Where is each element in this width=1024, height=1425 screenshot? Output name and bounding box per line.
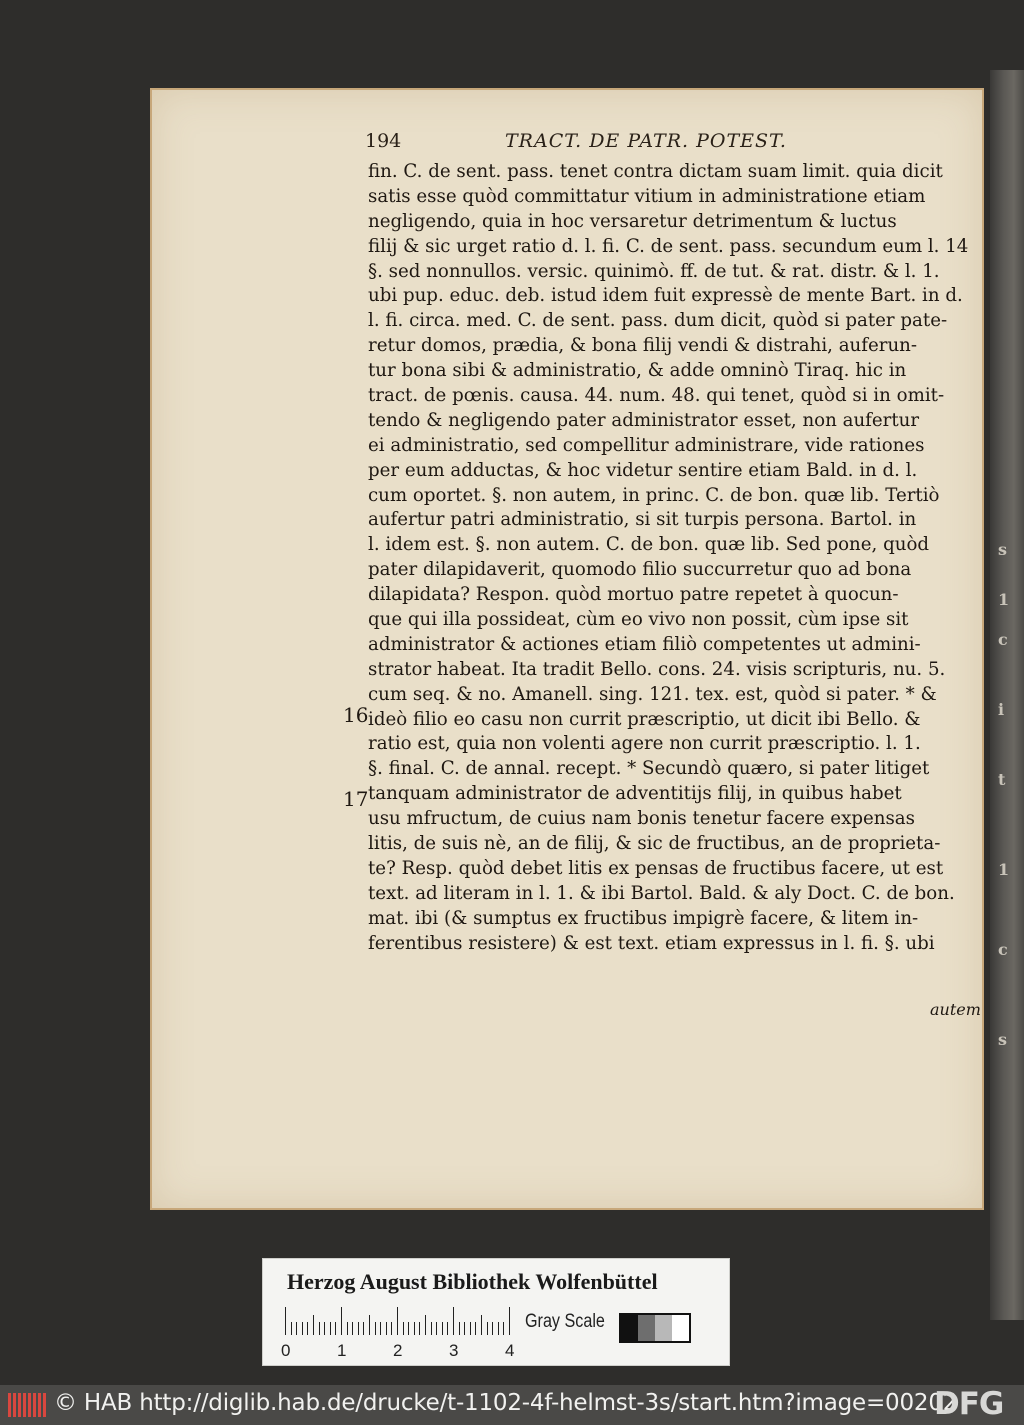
ruler-tick (475, 1322, 476, 1335)
ruler-tick (352, 1322, 353, 1335)
text-line: mat. ibi (& sumptus ex fructibus impigrè facere, & litem in- (368, 907, 919, 929)
ruler-tick (408, 1322, 409, 1335)
library-name: Herzog August Bibliothek Wolfenbüttel (287, 1269, 658, 1294)
ruler-scale (285, 1305, 517, 1335)
margin-note: 16 (343, 703, 369, 727)
margin-note: 17 (343, 787, 369, 811)
text-line: retur domos, prædia, & bona filij vendi & distrahi, auferun- (368, 335, 918, 357)
ruler-tick (285, 1307, 286, 1335)
text-line: administrator & actiones etiam filiò competentes ut admini- (368, 633, 921, 655)
ruler-tick (425, 1315, 426, 1335)
ruler-tick (403, 1322, 404, 1335)
ruler-tick (380, 1322, 381, 1335)
ruler-number: 0 (281, 1341, 291, 1360)
text-line: tract. de pœnis. causa. 44. num. 48. qui tenet, quòd si in omit- (368, 385, 945, 407)
text-line: ideò filio eo casu non currit præscriptio, ut dicit ibi Bello. & (368, 708, 921, 730)
text-line: ubi pup. educ. deb. istud idem fuit expressè de mente Bart. in d. (368, 285, 963, 307)
ruler-tick (324, 1322, 325, 1335)
ruler-numbers (281, 1341, 541, 1363)
ruler-tick (509, 1307, 510, 1335)
ruler-tick (330, 1322, 331, 1335)
ruler-tick (369, 1315, 370, 1335)
ruler-tick (447, 1322, 448, 1335)
ruler-tick (296, 1322, 297, 1335)
ruler-tick (319, 1322, 320, 1335)
gray-swatch (621, 1315, 638, 1341)
ruler-tick (307, 1322, 308, 1335)
ruler-tick (498, 1322, 499, 1335)
color-calibration-card (262, 1258, 730, 1366)
ruler-tick (503, 1322, 504, 1335)
text-line: filij & sic urget ratio d. l. fi. C. de sent. pass. secundum eum l. 14 (368, 235, 969, 257)
ruler-tick (302, 1322, 303, 1335)
ruler-tick (442, 1322, 443, 1335)
ruler-tick (375, 1322, 376, 1335)
ruler-tick (492, 1322, 493, 1335)
text-line: per eum adductas, & hoc videtur sentire etiam Bald. in d. l. (368, 459, 918, 481)
text-line: satis esse quòd committatur vitium in administratione etiam (368, 185, 926, 207)
text-line: ei administratio, sed compellitur administrare, vide rationes (368, 434, 925, 456)
text-line: litis, de suis nè, an de filij, & sic de fructibus, an de proprieta- (368, 833, 941, 855)
ruler-tick (358, 1322, 359, 1335)
ruler-tick (414, 1322, 415, 1335)
text-line: pater dilapidaverit, quomodo filio succurretur quo ad bona (368, 559, 912, 581)
dfg-logo: DFG (934, 1386, 1004, 1422)
text-line: fin. C. de sent. pass. tenet contra dictam suam limit. quia dicit (368, 161, 943, 182)
ruler-tick (419, 1322, 420, 1335)
text-line: aufertur patri administratio, si sit turpis persona. Bartol. in (368, 509, 917, 531)
gray-swatch (655, 1315, 672, 1341)
ruler-tick (397, 1307, 398, 1335)
text-line: l. idem est. §. non autem. C. de bon. quæ lib. Sed pone, quòd (368, 534, 930, 556)
ruler-number: 4 (505, 1341, 515, 1360)
text-line: tur bona sibi & administratio, & adde omninò Tiraq. hic in (368, 360, 907, 382)
ruler-tick (459, 1322, 460, 1335)
ruler-number: 3 (449, 1341, 459, 1360)
adjacent-page-edge: s 1 c i t 1 c s (990, 70, 1024, 1320)
gray-scale-label: Gray Scale (525, 1311, 605, 1332)
ruler-tick (313, 1315, 314, 1335)
ruler-tick (431, 1322, 432, 1335)
ruler-tick (470, 1322, 471, 1335)
text-line: ferentibus resistere) & est text. etiam expressus in l. fi. §. ubi (368, 932, 935, 954)
text-line: tanquam administrator de adventitijs filij, in quibus habet (368, 783, 902, 805)
hab-logo-icon (8, 1393, 46, 1417)
text-line: l. fi. circa. med. C. de sent. pass. dum dicit, quòd si pater pate- (368, 310, 948, 332)
text-line: §. final. C. de annal. recept. * Secundò quæro, si pater litiget (368, 758, 930, 780)
ruler-tick (436, 1322, 437, 1335)
gray-swatch (638, 1315, 655, 1341)
text-line: strator habeat. Ita tradit Bello. cons. 24. visis scripturis, nu. 5. (368, 658, 946, 680)
ruler-tick (481, 1315, 482, 1335)
gray-scale-swatches (619, 1313, 691, 1343)
page-body-text (368, 160, 978, 957)
page-number: 194 (365, 130, 402, 152)
text-line: tendo & negligendo pater administrator esset, non aufertur (368, 409, 920, 431)
ruler-tick (391, 1322, 392, 1335)
copyright-url[interactable]: © HAB http://diglib.hab.de/drucke/t-1102-4f-helmst-3s/start.htm?image=00202 (54, 1390, 958, 1416)
text-line: que qui illa possideat, cùm eo vivo non possit, cùm ipse sit (368, 609, 909, 631)
text-line: §. sed nonnullos. versic. quinimò. ff. de tut. & rat. distr. & l. 1. (368, 260, 940, 282)
footer-bar (0, 1385, 1024, 1425)
ruler-tick (363, 1322, 364, 1335)
gray-swatch (672, 1315, 689, 1341)
ruler-tick (464, 1322, 465, 1335)
running-head (365, 130, 965, 154)
text-line: cum oportet. §. non autem, in princ. C. de bon. quæ lib. Tertiò (368, 484, 940, 506)
ruler-tick (291, 1322, 292, 1335)
running-head-title: TRACT. DE PATR. POTEST. (505, 130, 787, 152)
ruler-number: 2 (393, 1341, 403, 1360)
catchword: autem (930, 1000, 981, 1019)
ruler-tick (487, 1322, 488, 1335)
ruler-tick (386, 1322, 387, 1335)
ruler-tick (335, 1322, 336, 1335)
text-line: negligendo, quia in hoc versaretur detrimentum & luctus (368, 210, 897, 232)
text-line: ratio est, quia non volenti agere non currit præscriptio. l. 1. (368, 733, 921, 755)
ruler-tick (453, 1307, 454, 1335)
text-line: text. ad literam in l. 1. & ibi Bartol. Bald. & aly Doct. C. de bon. (368, 882, 955, 904)
text-line: te? Resp. quòd debet litis ex pensas de fructibus facere, ut est (368, 857, 944, 879)
ruler-tick (341, 1307, 342, 1335)
ruler-number: 1 (337, 1341, 347, 1360)
text-line: usu mfructum, de cuius nam bonis tenetur facere expensas (368, 808, 915, 830)
text-line: cum seq. & no. Amanell. sing. 121. tex. est, quòd si pater. * & (368, 683, 937, 705)
text-line: dilapidata? Respon. quòd mortuo patre repetet à quocun- (368, 584, 899, 606)
ruler-tick (347, 1322, 348, 1335)
